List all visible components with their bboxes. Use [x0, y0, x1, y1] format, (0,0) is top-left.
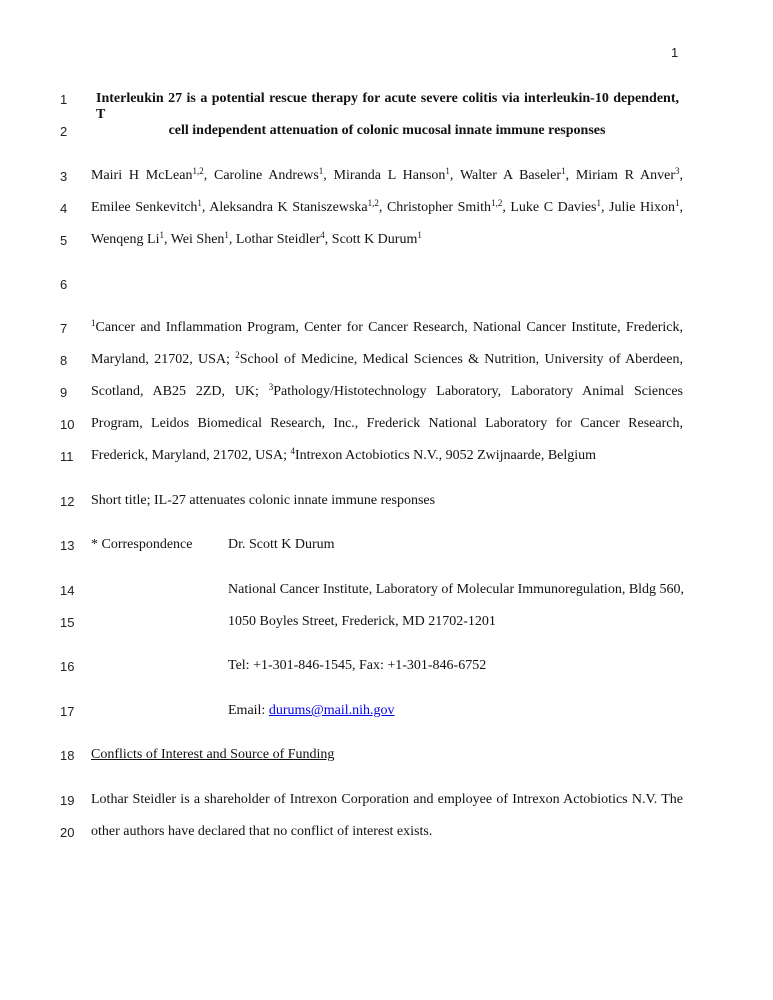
correspondence-address-1: National Cancer Institute, Laboratory of Molecular Immunoregulation, Bldg 560,: [228, 582, 685, 597]
conflicts-line-20: other authors have declared that no conflict of interest exists.: [91, 824, 433, 839]
line-number: 2: [60, 124, 68, 139]
line-number: 13: [60, 538, 75, 553]
affiliation-line-8: Maryland, 21702, USA; $^2$School of Medicine, Medical Sciences & Nutrition, University of Aberdeen,: [91, 350, 683, 367]
correspondence-name: Dr. Scott K Durum: [228, 537, 335, 552]
line-number: 8: [60, 353, 68, 368]
correspondence-email-line: [228, 703, 395, 719]
line-number: 18: [60, 748, 75, 763]
line-number: 14: [60, 583, 75, 598]
correspondence-label: * Correspondence: [91, 537, 193, 552]
line-number: 4: [60, 201, 68, 216]
line-number: 17: [60, 704, 75, 719]
line-number: 5: [60, 233, 68, 248]
line-number: 3: [60, 169, 68, 184]
paper-title-line-1: Interleukin 27 is a potential rescue therapy for acute severe colitis via interleukin-10 dependent, T: [96, 91, 679, 122]
author-list-line-1: Mairi H McLean$^{1,2}$, Caroline Andrews$^1$, Miranda L Hanson$^1$, Walter A Baseler$^1$, Miriam R Anver$^3$,: [91, 166, 683, 183]
email-label: Email:: [228, 703, 269, 718]
conflicts-heading: Conflicts of Interest and Source of Funding: [91, 747, 335, 762]
paper-title-line-2: cell independent attenuation of colonic mucosal innate immune responses: [168, 123, 606, 138]
line-number: 19: [60, 793, 75, 808]
line-number: 15: [60, 615, 75, 630]
author-list-line-2: Emilee Senkevitch$^1$, Aleksandra K Staniszewska$^{1,2}$, Christopher Smith$^{1,2}$, Luke C Davies$^1$, Julie Hixon$^1$,: [91, 198, 684, 215]
line-number: 6: [60, 277, 68, 292]
conflicts-line-19: Lothar Steidler is a shareholder of Intrexon Corporation and employee of Intrexon Actobiotics N.V. The: [91, 792, 683, 807]
line-number: 10: [60, 417, 75, 432]
line-number: 16: [60, 659, 75, 674]
short-title: Short title; IL-27 attenuates colonic innate immune responses: [91, 493, 436, 508]
author-list-line-3: Wenqeng Li$^1$, Wei Shen$^1$, Lothar Steidler$^4$, Scott K Durum$^1$: [91, 230, 422, 247]
affiliation-line-7: $^1$Cancer and Inflammation Program, Center for Cancer Research, National Cancer Institute, Frederick,: [91, 318, 683, 335]
correspondence-address-2: 1050 Boyles Street, Frederick, MD 21702-1201: [228, 614, 496, 629]
line-number: 11: [60, 449, 74, 464]
line-number: 12: [60, 494, 75, 509]
line-number: 20: [60, 825, 75, 840]
affiliation-line-11: Frederick, Maryland, 21702, USA; $^4$Intrexon Actobiotics N.V., 9052 Zwijnaarde, Belgium: [91, 446, 597, 463]
line-number: 1: [60, 92, 68, 107]
correspondence-phone: Tel: +1-301-846-1545, Fax: +1-301-846-6752: [228, 658, 487, 673]
email-link[interactable]: durums@mail.nih.gov: [268, 703, 395, 718]
affiliation-line-10: Program, Leidos Biomedical Research, Inc., Frederick National Laboratory for Cancer Research,: [91, 416, 683, 431]
affiliation-line-9: Scotland, AB25 2ZD, UK; $^3$Pathology/Histotechnology Laboratory, Laboratory Animal Sciences: [91, 382, 683, 399]
line-number: 9: [60, 385, 68, 400]
line-number: 7: [60, 321, 68, 336]
page-number: 1: [671, 45, 679, 60]
